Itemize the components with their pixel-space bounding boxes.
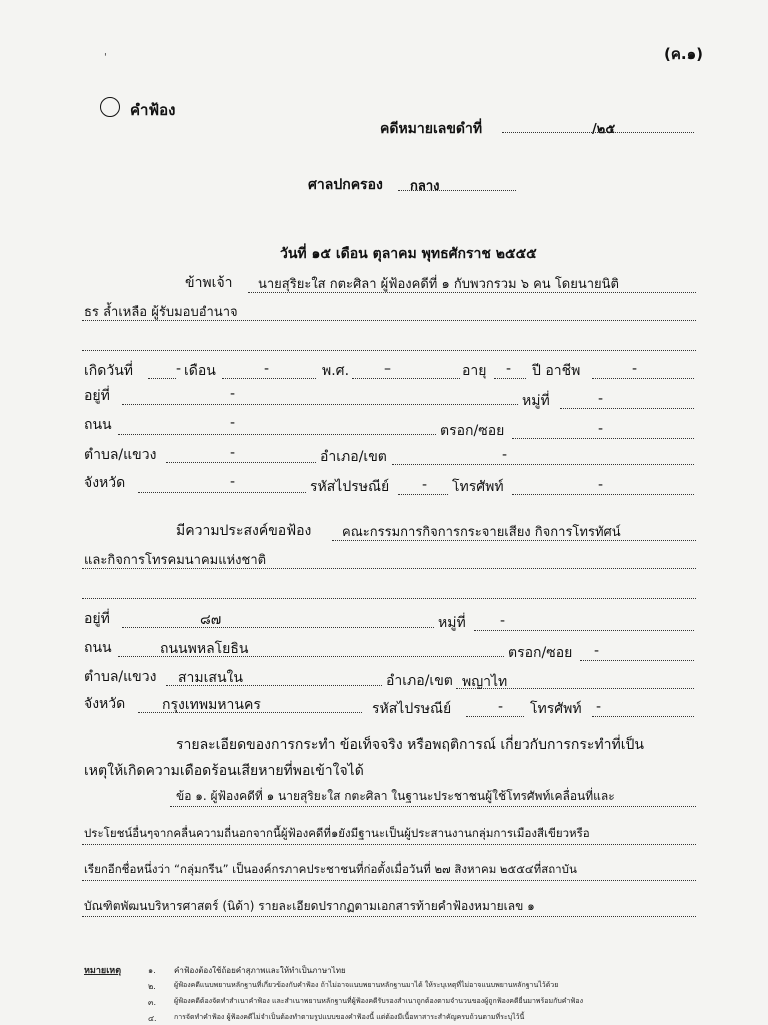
def-road-label: ถนน xyxy=(84,640,112,656)
month-label: เดือน xyxy=(184,363,216,379)
district-label: อำเภอ/เขต xyxy=(320,449,387,465)
phone-label: โทรศัพท์ xyxy=(452,479,504,495)
footnote-text-4: การจัดทำคำฟ้อง ผู้ฟ้องคดีไม่จำเป็นต้องทำตามรูปแบบของคำฟ้องนี้ แต่ต้องมีเนื้อหาสาระสำคัญครบถ้วนตามที่ระบุไว้นี้ xyxy=(174,1013,525,1021)
defendant-blank-line xyxy=(82,598,696,599)
def-address-label: อยู่ที่ xyxy=(84,611,110,627)
def-province-value[interactable]: กรุงเทพมหานคร xyxy=(162,697,261,713)
defendant-intro-label: มีความประสงค์ขอฟ้อง xyxy=(176,523,312,539)
moo-underline xyxy=(560,408,694,409)
subdistrict-underline xyxy=(166,462,316,463)
def-moo-value[interactable]: - xyxy=(500,613,506,629)
date-line: วันที่ ๑๕ เดือน ตุลาคม พุทธศักราช ๒๕๕๕ xyxy=(280,246,537,262)
province-underline xyxy=(138,492,306,493)
def-phone-underline xyxy=(592,716,694,717)
moo-value[interactable]: - xyxy=(598,391,604,407)
alley-value[interactable]: - xyxy=(598,421,604,437)
form-title: คำฟ้อง xyxy=(130,101,176,119)
footnote-num-3: ๓. xyxy=(148,998,157,1007)
footnote-text-3: ผู้ฟ้องคดีต้องจัดทำสำเนาคำฟ้อง และสำเนาพยานหลักฐานที่ผู้ฟ้องคดีรับรองสำเนาถูกต้องตามจำนวนของผู้ถูกฟ้องคดียื่นมาพร้อมกับคำฟ้อง xyxy=(174,997,583,1005)
month-value[interactable]: - xyxy=(264,361,270,377)
def-alley-value[interactable]: - xyxy=(594,643,600,659)
plaintiff-blank-line xyxy=(82,350,696,351)
birth-day-underline xyxy=(148,378,176,379)
plaintiff-name-line-1[interactable]: นายสุริยะใส กตะศิลา ผู้ฟ้องคดีที่ ๑ กับพวกรวม ๖ คน โดยนายนิติ xyxy=(258,277,620,292)
def-address-value[interactable]: ๘๗ xyxy=(200,612,222,628)
age-value[interactable]: - xyxy=(506,361,512,377)
details-para-line-3[interactable]: เรียกอีกชื่อหนึ่งว่า “กลุ่มกรีน” เป็นองค์กรภาคประชาชนที่ก่อตั้งเมื่อวันที่ ๒๗ สิงหาคม ๒๕๕๔ที่สถาบัน xyxy=(84,862,577,876)
road-value[interactable]: - xyxy=(230,415,236,431)
def-phone-value[interactable]: - xyxy=(596,699,602,715)
postcode-underline xyxy=(398,494,448,495)
title-checkbox-circle[interactable] xyxy=(100,97,120,117)
address-value[interactable]: - xyxy=(230,386,236,402)
details-intro-line-2: เหตุให้เกิดความเดือดร้อนเสียหายที่พอเข้าใจได้ xyxy=(84,763,364,779)
def-postcode-underline xyxy=(466,716,524,717)
def-district-value[interactable]: พญาไท xyxy=(462,674,508,690)
year-underline xyxy=(352,378,460,379)
phone-underline xyxy=(512,494,694,495)
defendant-name-line-1[interactable]: คณะกรรมการกิจการกระจายเสียง กิจการโทรทัศน์ xyxy=(342,525,621,540)
scan-mark: ' xyxy=(104,52,107,63)
subdistrict-label: ตำบล/แขวง xyxy=(84,447,157,463)
birth-day-label: เกิดวันที่ xyxy=(84,363,134,379)
alley-underline xyxy=(512,438,694,439)
footnote-num-2: ๒. xyxy=(148,982,156,991)
def-moo-label: หมู่ที่ xyxy=(438,615,466,631)
def-postcode-label: รหัสไปรษณีย์ xyxy=(372,701,452,717)
address-underline xyxy=(122,404,518,405)
details-underline-1 xyxy=(170,806,696,807)
year-label: พ.ศ. xyxy=(322,363,350,379)
moo-label: หมู่ที่ xyxy=(522,393,550,409)
plaintiff-name-line-2[interactable]: ธร ล้ำเหลือ ผู้รับมอบอำนาจ xyxy=(84,305,238,320)
def-postcode-value[interactable]: - xyxy=(498,699,504,715)
road-underline xyxy=(118,434,436,435)
phone-value[interactable]: - xyxy=(598,477,604,493)
def-subdistrict-label: ตำบล/แขวง xyxy=(84,669,157,685)
court-label: ศาลปกครอง xyxy=(308,177,383,193)
year-value[interactable]: – xyxy=(384,361,391,377)
case-number-label: คดีหมายเลขดำที่ xyxy=(380,121,483,137)
def-alley-label: ตรอก/ซอย xyxy=(508,645,573,661)
province-value[interactable]: - xyxy=(230,474,236,490)
province-label: จังหวัด xyxy=(84,475,126,491)
address-label: อยู่ที่ xyxy=(84,388,110,404)
def-subdistrict-value[interactable]: สามเสนใน xyxy=(178,670,243,686)
case-number-value[interactable]: /๒๕ xyxy=(592,122,616,137)
road-label: ถนน xyxy=(84,417,112,433)
details-para-line-4[interactable]: บัณฑิตพัฒนบริหารศาสตร์ (นิด้า) รายละเอียดปรากฏตามเอกสารท้ายคำฟ้องหมายเลข ๑ xyxy=(84,899,535,913)
details-para-line-1[interactable]: ข้อ ๑. ผู้ฟ้องคดีที่ ๑ นายสุริยะใส กตะศิลา ในฐานะประชาชนผู้ใช้โทรศัพท์เคลื่อนที่และ xyxy=(176,789,615,803)
footnote-text-2: ผู้ฟ้องคดีแนบพยานหลักฐานที่เกี่ยวข้องกับคำฟ้อง ถ้าไม่อาจแนบพยานหลักฐานมาได้ ให้ระบุเหตุที่ไม่อาจแนบพยานหลักฐานไว้ด้วย xyxy=(174,981,559,989)
footnote-num-4: ๔. xyxy=(148,1014,157,1023)
subdistrict-value[interactable]: - xyxy=(230,445,236,461)
details-intro-line-1: รายละเอียดของการกระทำ ข้อเท็จจริง หรือพฤติการณ์ เกี่ยวกับการกระทำที่เป็น xyxy=(176,737,644,753)
details-underline-2 xyxy=(82,844,696,845)
month-underline xyxy=(222,378,316,379)
footnote-label: หมายเหตุ xyxy=(84,966,122,976)
form-code: (ค.๑) xyxy=(664,45,703,63)
district-value[interactable]: - xyxy=(502,447,508,463)
footnote-num-1: ๑. xyxy=(148,966,156,975)
def-alley-underline xyxy=(580,660,694,661)
alley-label: ตรอก/ซอย xyxy=(440,423,505,439)
def-address-underline xyxy=(122,627,434,628)
defendant-name-line-2[interactable]: และกิจการโทรคมนาคมแห่งชาติ xyxy=(84,553,267,568)
plaintiff-intro-label: ข้าพเจ้า xyxy=(185,275,233,291)
age-unit-label: ปี อาชีพ xyxy=(532,363,581,379)
postcode-value[interactable]: - xyxy=(422,477,428,493)
def-road-value[interactable]: ถนนพหลโยธิน xyxy=(160,641,249,657)
occupation-underline xyxy=(592,378,694,379)
details-para-line-2[interactable]: ประโยชน์อื่นๆจากคลื่นความถี่นอกจากนี้ผู้ฟ้องคดีที่๑ยังมีฐานะเป็นผู้ประสานงานกลุ่มการเมืองสีเขียวหรือ xyxy=(84,826,590,840)
def-province-label: จังหวัด xyxy=(84,696,126,712)
age-label: อายุ xyxy=(462,363,487,379)
details-underline-4 xyxy=(82,916,696,917)
def-district-label: อำเภอ/เขต xyxy=(386,673,453,689)
def-moo-underline xyxy=(474,630,694,631)
court-value[interactable]: กลาง xyxy=(410,179,440,194)
def-phone-label: โทรศัพท์ xyxy=(530,701,582,717)
birth-day-value[interactable]: - xyxy=(176,361,182,377)
footnote-text-1: คำฟ้องต้องใช้ถ้อยคำสุภาพและให้ทำเป็นภาษาไทย xyxy=(174,966,346,975)
postcode-label: รหัสไปรษณีย์ xyxy=(310,479,390,495)
details-underline-3 xyxy=(82,880,696,881)
occupation-value[interactable]: - xyxy=(632,361,638,377)
district-underline xyxy=(392,464,694,465)
age-underline xyxy=(494,378,526,379)
